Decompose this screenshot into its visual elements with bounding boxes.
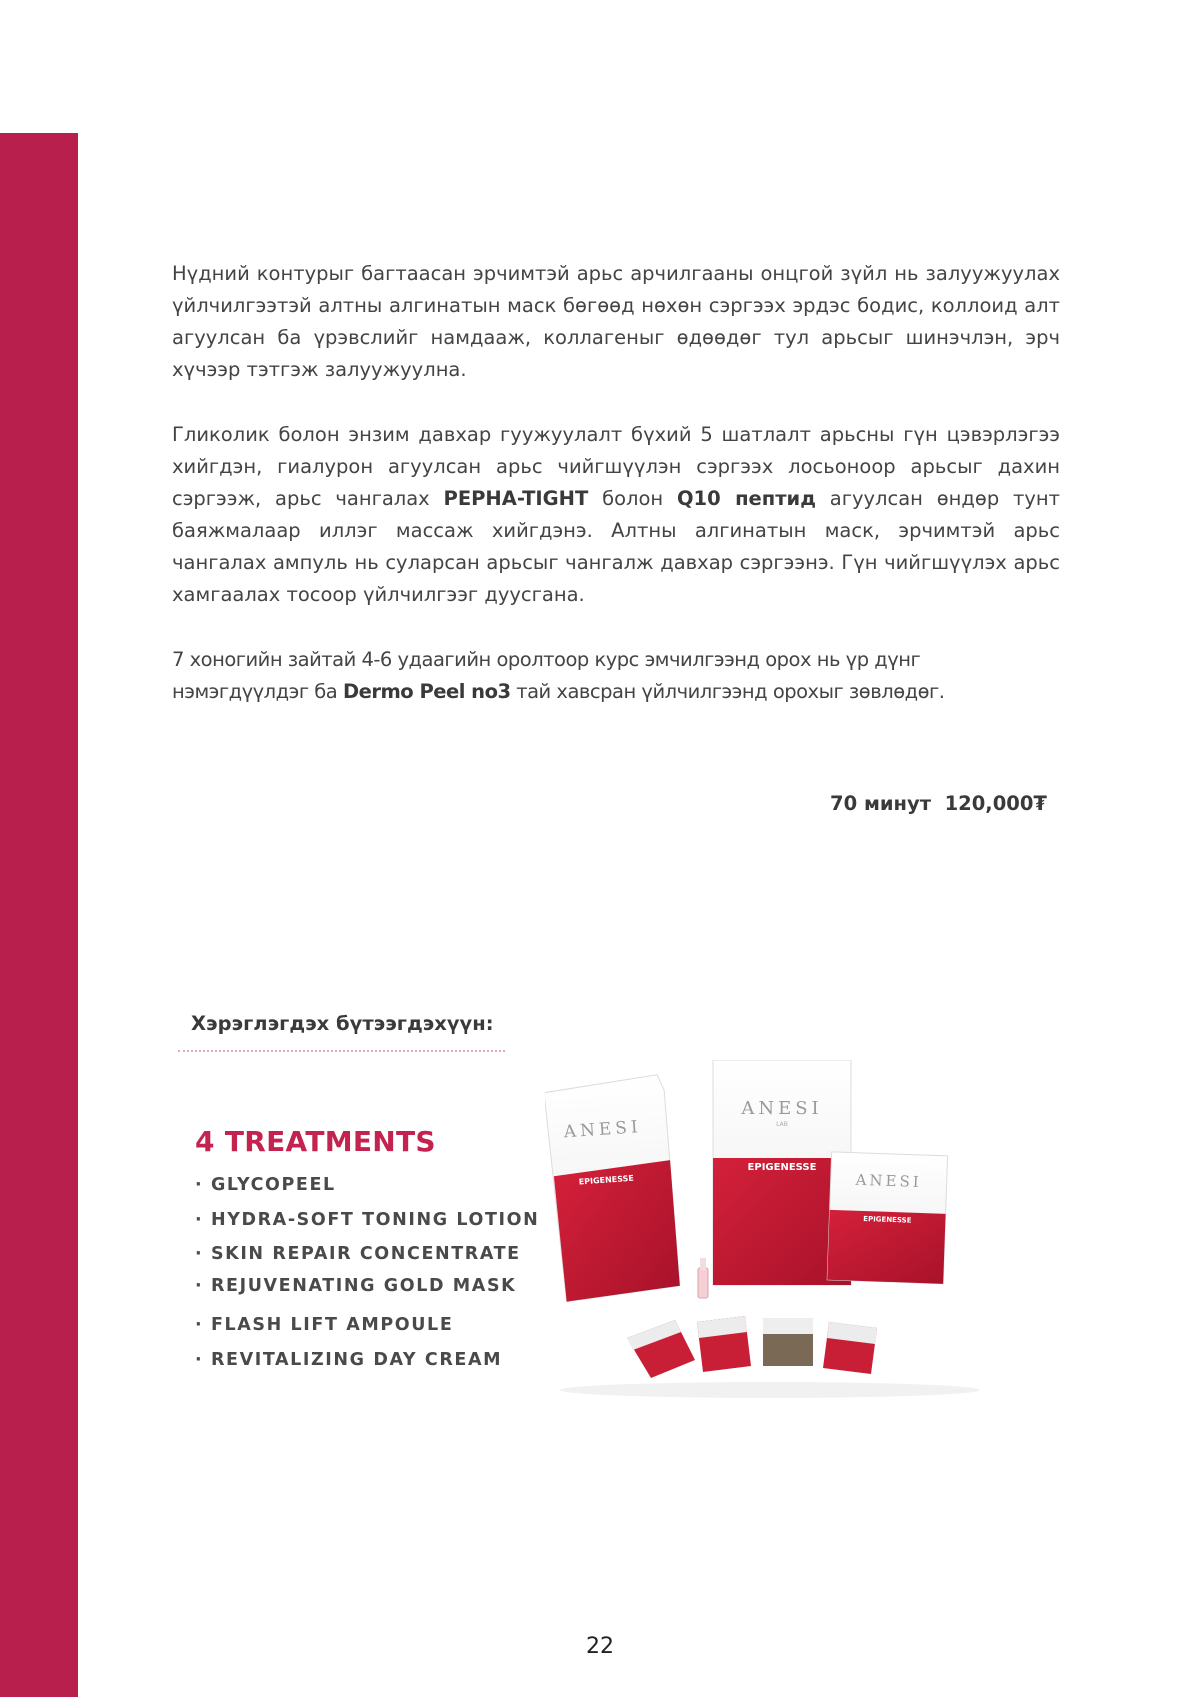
product-photo bbox=[545, 1060, 985, 1400]
svg-text:ANESI: ANESI bbox=[563, 1117, 643, 1143]
treatment-item: · FLASH LIFT AMPOULE bbox=[195, 1315, 453, 1335]
products-heading: Хэрэглэгдэх бүтээгдэхүүн: bbox=[191, 1012, 494, 1035]
svg-text:EPIGENESSE: EPIGENESSE bbox=[578, 1173, 635, 1187]
course-text-c: тай хавсран үйлчилгээнд орохыг зөвлөдөг. bbox=[510, 680, 945, 703]
svg-text:EPIGENESSE: EPIGENESSE bbox=[747, 1162, 817, 1173]
dotted-divider bbox=[178, 1050, 505, 1052]
page-number: 22 bbox=[586, 1634, 614, 1659]
treatment-item: · GLYCOPEEL bbox=[195, 1175, 336, 1195]
procedure-bold-pepha: PEPHA-TIGHT bbox=[443, 487, 589, 510]
svg-text:ANESI: ANESI bbox=[855, 1170, 923, 1192]
treatment-item: · HYDRA-SOFT TONING LOTION bbox=[195, 1210, 539, 1230]
svg-text:ANESI: ANESI bbox=[741, 1098, 823, 1119]
paragraph-procedure-text bbox=[172, 419, 1060, 611]
packet-left bbox=[545, 1074, 680, 1302]
treatment-item: · REVITALIZING DAY CREAM bbox=[195, 1350, 502, 1370]
procedure-text-c: болон bbox=[588, 487, 677, 510]
price-duration: 70 минут 120,000₮ bbox=[830, 792, 1047, 815]
paragraph-course bbox=[172, 644, 1060, 708]
paragraph-intro-text: Нүдний контурыг багтаасан эрчимтэй арьс арчилгааны онцгой зүйл нь залуужуулах үйлчилгээтэй алтны алгинатын маск бөгөөд нөхөн сэргээх эрдэс бодис, коллоид алт агуулсан ба үрэвслийг намдааж, коллагеныг өдөөдөг тул арьсыг шинэчлэн, эрч хүчээр тэтгэж залуужуулна. bbox=[172, 262, 1060, 381]
paragraph-procedure bbox=[172, 419, 1060, 611]
svg-text:LAB: LAB bbox=[776, 1121, 788, 1128]
course-text-a: 7 хоногийн зайтай 4-6 удаагийн оролтоор курс эмчилгээнд орох нь үр дүнг нэмэгдүүлдэг ба bbox=[172, 648, 921, 703]
paragraph-intro bbox=[172, 258, 1060, 386]
paragraph-course-text bbox=[172, 644, 1060, 708]
packet-right bbox=[827, 1152, 947, 1284]
ampoule bbox=[698, 1258, 708, 1298]
side-accent-bar bbox=[0, 133, 78, 1697]
treatments-title: 4 TREATMENTS bbox=[195, 1125, 436, 1158]
small-tubes bbox=[627, 1316, 877, 1378]
svg-text:EPIGENESSE: EPIGENESSE bbox=[863, 1214, 912, 1225]
procedure-bold-q10: Q10 пептид bbox=[676, 487, 816, 510]
procedure-text-a: Гликолик болон энзим давхар гуужуулалт бүхий 5 шатлалт арьсны гүн цэвэрлэгээ хийгдэн, гиалурон агуулсан арьс чийгшүүлэн сэргээх лосьоноор арьсыг дахин сэргээж, арьс чангалах bbox=[172, 423, 1060, 510]
treatment-item: · SKIN REPAIR CONCENTRATE bbox=[195, 1244, 521, 1264]
procedure-text-d: агуулсан өндөр тунт баяжмалаар иллэг массаж хийгдэнэ. Алтны алгинатын маск, эрчимтэй арьс чангалах ампуль нь суларсан арьсыг чангалж давхар сэргээнэ. Гүн чийгшүүлэх арьс хамгаалах тосоор үйлчилгээг дуусгана. bbox=[172, 487, 1061, 606]
treatment-item: · REJUVENATING GOLD MASK bbox=[195, 1276, 516, 1296]
course-bold-dermo: Dermo Peel no3 bbox=[342, 680, 511, 703]
